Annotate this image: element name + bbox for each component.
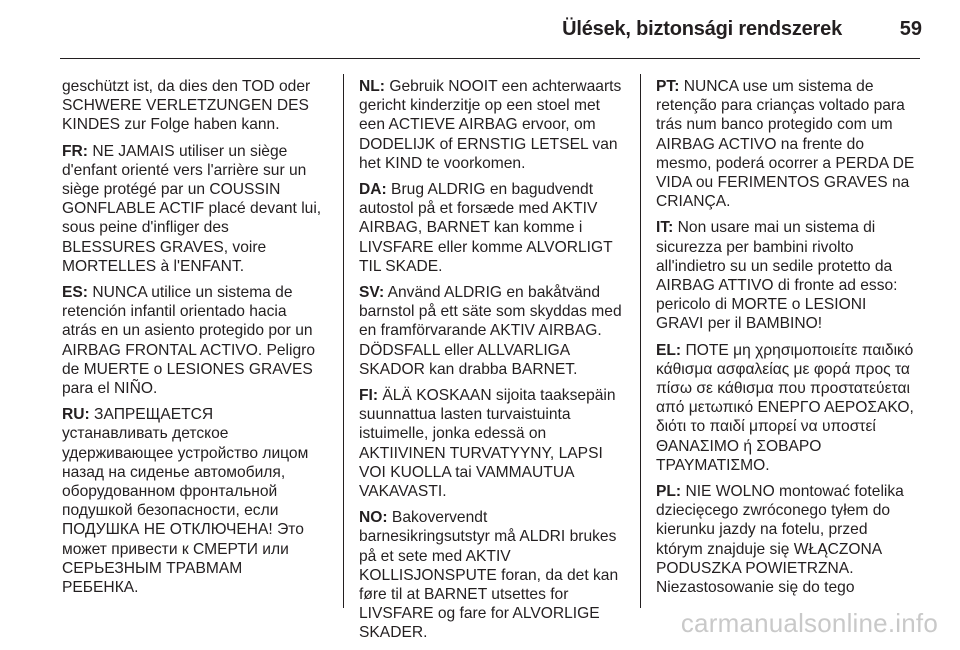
line-text: VIDA ou FERIMENTOS GRAVES na [656, 174, 910, 192]
text-line [359, 463, 624, 482]
line-text: retenção para crianças voltado para [656, 97, 905, 115]
line-text: którym znajduje się WŁĄCZONA [656, 540, 883, 558]
text-line [62, 405, 334, 424]
language-code-label: FI: [359, 387, 379, 405]
line-text: geschützt ist, da dies den TOD oder [62, 78, 311, 95]
line-text: AKTIIVINEN TURVATYYNY, LAPSI [359, 444, 603, 462]
text-line [359, 180, 624, 199]
line-text: TIL SKADE. [359, 257, 443, 275]
text-line [656, 578, 924, 597]
line-text: ПОДУШКА НЕ ОТКЛЮЧЕНА! Это [62, 521, 304, 539]
text-column-2 [359, 77, 624, 650]
text-line [62, 379, 334, 398]
line-text: SKADER. [359, 624, 428, 642]
warning-paragraph [656, 218, 924, 333]
text-line [359, 527, 624, 546]
warning-paragraph [359, 283, 624, 379]
text-line [359, 566, 624, 585]
line-text: διότι το παιδί μπορεί να υποστεί [656, 418, 876, 436]
text-line [656, 482, 924, 501]
line-text: оборудованном фронтальной [62, 483, 278, 501]
text-line [62, 341, 334, 360]
text-line [62, 424, 334, 443]
text-line [656, 520, 924, 539]
line-text: kierunku jazdy na fotelu, przed [656, 521, 868, 539]
language-code-label: RU: [62, 406, 90, 424]
line-text: AIRBAG ATTIVO di fronte ad esso: [656, 277, 898, 295]
text-column-1 [62, 77, 334, 604]
text-line [359, 482, 624, 501]
text-line [359, 135, 624, 154]
line-text: gericht kinderzitje op een stoel met [359, 97, 600, 115]
text-line [359, 585, 624, 604]
text-line [656, 417, 924, 436]
text-line [62, 199, 334, 218]
line-text: Gebruik NOOIT een achterwaarts [384, 78, 622, 95]
line-text: KOLLISJONSPUTE foran, da det kan [359, 566, 619, 584]
text-line [656, 192, 924, 211]
text-line [656, 154, 924, 173]
text-line [62, 540, 334, 559]
text-line [656, 540, 924, 559]
page-header [0, 0, 960, 60]
section-title: Ülések, biztonsági rendszerek [562, 18, 842, 40]
line-text: από μετωπικό ΕΝΕΡΓΟ ΑΕΡΟΣΑΚΟ, [656, 399, 914, 417]
text-line [62, 559, 334, 578]
language-code-label: IT: [656, 219, 674, 237]
language-code-label: SV: [359, 284, 385, 302]
text-line [62, 96, 334, 115]
line-text: trás num banco protegido com um [656, 116, 893, 134]
text-line [656, 115, 924, 134]
language-code-label: ES: [62, 284, 88, 302]
text-line [656, 501, 924, 520]
text-line [359, 302, 624, 321]
header-rule [60, 58, 920, 59]
line-text: CRIANÇA. [656, 193, 731, 211]
line-text: GRAVI per il BAMBINO! [656, 315, 823, 333]
column-divider-1 [343, 74, 344, 608]
line-text: πίσω σε κάθισμα που προστατεύεται [656, 380, 910, 398]
language-code-label: NL: [359, 78, 385, 95]
text-line [656, 341, 924, 360]
text-line [359, 96, 624, 115]
text-line [656, 398, 924, 417]
line-text: mesmo, poderá ocorrer a PERDA DE [656, 154, 915, 172]
line-text: ΘΑΝΑΣΙΜΟ ή ΣΟΒΑΡΟ [656, 437, 822, 455]
line-text: Använd ALDRIG en bakåtvänd [384, 284, 601, 302]
line-text: ЗАПРЕЩАЕТСЯ [89, 406, 214, 424]
text-line [359, 154, 624, 173]
line-text: een ACTIEVE AIRBAG ervoor, om [359, 116, 596, 134]
language-code-label: PT: [656, 78, 680, 95]
line-text: MORTELLES à l'ENFANT. [62, 257, 245, 275]
page-number: 59 [899, 18, 922, 40]
line-text: d'enfant orienté vers l'arrière sur un [62, 161, 307, 179]
line-text: de MUERTE o LESIONES GRAVES [62, 360, 313, 378]
text-line [656, 96, 924, 115]
line-text: suunnattua lasten turvaistuinta [359, 406, 571, 424]
watermark: carmanualsonline.info [680, 608, 938, 638]
text-line [62, 161, 334, 180]
text-line [656, 379, 924, 398]
text-line [62, 482, 334, 501]
line-text: barnesikringsutstyr må ALDRI brukes [359, 528, 617, 546]
text-line [359, 360, 624, 379]
text-line [359, 547, 624, 566]
line-text: ΠΟΤΕ μη χρησιμοποιείτε παιδικό [681, 341, 914, 359]
line-text: KINDES zur Folge haben kann. [62, 116, 280, 134]
warning-paragraph [62, 283, 334, 398]
text-line [359, 115, 624, 134]
text-line [62, 257, 334, 276]
text-line [62, 115, 334, 134]
text-line [359, 444, 624, 463]
text-line [656, 77, 924, 96]
line-text: para el NIÑO. [62, 380, 158, 398]
warning-paragraph [656, 341, 924, 475]
column-divider-2 [640, 74, 641, 608]
line-text: en framförvarande AKTIV AIRBAG. [359, 322, 602, 340]
text-line [656, 135, 924, 154]
text-line [359, 77, 624, 96]
line-text: VOI KUOLLA tai VAMMAUTUA [359, 463, 575, 481]
text-column-3 [656, 77, 924, 604]
text-line [359, 604, 624, 623]
line-text: SCHWERE VERLETZUNGEN DES [62, 97, 309, 115]
text-line [359, 341, 624, 360]
language-code-label: PL: [656, 483, 682, 501]
line-text: på et sete med AKTIV [359, 547, 511, 565]
line-text: Non usare mai un sistema di [673, 219, 876, 237]
warning-paragraph [656, 77, 924, 211]
language-code-label: EL: [656, 341, 682, 359]
line-text: VAKAVASTI. [359, 483, 447, 501]
text-line [656, 173, 924, 192]
line-text: AIRBAG, BARNET kan komme i [359, 219, 583, 237]
text-line [62, 142, 334, 161]
text-line [656, 295, 924, 314]
text-line [359, 218, 624, 237]
line-text: AIRBAG FRONTAL ACTIVO. Peligro [62, 341, 316, 359]
line-text: retención infantil orientado hacia [62, 303, 287, 321]
warning-paragraph [62, 405, 334, 597]
text-line [62, 520, 334, 539]
line-text: κάθισμα ασφαλείας με φορά προς τα [656, 360, 910, 378]
line-text: может привести к СМЕРТИ или [62, 540, 289, 558]
line-text: istuimelle, jonka edessä on [359, 425, 547, 443]
line-text: BLESSURES GRAVES, voire [62, 238, 267, 256]
line-text: PODUSZKA POWIETRZNA. [656, 559, 854, 577]
line-text: подушкой безопасности, если [62, 502, 279, 520]
line-text: siège protégé par un COUSSIN [62, 181, 281, 199]
line-text: NUNCA use um sistema de [679, 78, 874, 95]
line-text: Bakovervendt [387, 509, 488, 527]
text-line [656, 559, 924, 578]
warning-paragraph [62, 142, 334, 276]
text-line [656, 314, 924, 333]
warning-paragraph [359, 508, 624, 642]
text-line [359, 283, 624, 302]
text-line [62, 180, 334, 199]
text-line [62, 360, 334, 379]
line-text: устанавливать детское [62, 425, 229, 443]
text-line [359, 257, 624, 276]
line-text: føre til at BARNET utsettes for [359, 586, 569, 604]
line-text: назад на сиденье автомобиля, [62, 463, 286, 481]
line-text: atrás en un asiento protegido por un [62, 322, 313, 340]
text-line [62, 283, 334, 302]
line-text: DÖDSFALL eller ALLVARLIGA [359, 341, 571, 359]
language-code-label: FR: [62, 142, 88, 160]
text-line [62, 302, 334, 321]
line-text: ÄLÄ KOSKAAN sijoita taaksepäin [378, 387, 616, 405]
line-text: SKADOR kan drabba BARNET. [359, 360, 578, 378]
text-line [359, 424, 624, 443]
language-code-label: DA: [359, 181, 387, 199]
line-text: Brug ALDRIG en bagudvendt [386, 181, 594, 199]
warning-paragraph [359, 180, 624, 276]
text-line [359, 508, 624, 527]
line-text: barnstol på ett säte som skyddas med [359, 303, 622, 321]
line-text: удерживающее устройство лицом [62, 444, 309, 462]
line-text: NE JAMAIS utiliser un siège [87, 142, 288, 160]
text-line [656, 238, 924, 257]
text-line [656, 360, 924, 379]
line-text: LIVSFARE eller komme ALVORLIGT [359, 238, 613, 256]
text-line [359, 405, 624, 424]
text-line [656, 218, 924, 237]
line-text: sous peine d'infliger des [62, 219, 229, 237]
line-text: all'indietro su un sedile protetto da [656, 257, 893, 275]
text-line [62, 321, 334, 340]
warning-paragraph [359, 386, 624, 501]
text-line [62, 444, 334, 463]
line-text: sicurezza per bambini rivolto [656, 238, 854, 256]
text-line [62, 501, 334, 520]
line-text: СЕРЬЕЗНЫМ ТРАВМАМ [62, 559, 243, 577]
text-line [359, 386, 624, 405]
text-line [656, 437, 924, 456]
line-text: ΤΡΑΥΜΑΤΙΣΜΟ. [656, 456, 770, 474]
text-line [656, 257, 924, 276]
line-text: LIVSFARE og fare for ALVORLIGE [359, 605, 600, 623]
line-text: dziecięcego zwróconego tyłem do [656, 502, 891, 520]
text-line [62, 238, 334, 257]
line-text: pericolo di MORTE o LESIONI [656, 296, 867, 314]
line-text: Niezastosowanie się do tego [656, 579, 855, 597]
text-line [656, 276, 924, 295]
text-line [359, 321, 624, 340]
text-line [359, 238, 624, 257]
line-text: AIRBAG ACTIVO na frente do [656, 135, 865, 153]
line-text: GONFLABLE ACTIF placé devant lui, [62, 200, 322, 218]
text-line [656, 456, 924, 475]
warning-paragraph [359, 77, 624, 173]
line-text: NUNCA utilice un sistema de [88, 284, 293, 302]
language-code-label: NO: [359, 509, 388, 527]
line-text: NIE WOLNO montować fotelika [681, 483, 904, 501]
line-text: autostol på et forsæde med AKTIV [359, 200, 598, 218]
warning-paragraph [62, 77, 334, 135]
line-text: het KIND te voorkomen. [359, 154, 526, 172]
warning-paragraph [656, 482, 924, 597]
text-line [62, 77, 334, 96]
text-line [359, 623, 624, 642]
text-line [359, 199, 624, 218]
line-text: РЕБЕНКА. [62, 579, 139, 597]
text-line [62, 463, 334, 482]
text-line [62, 218, 334, 237]
line-text: DODELIJK of ERNSTIG LETSEL van [359, 135, 618, 153]
text-line [62, 578, 334, 597]
